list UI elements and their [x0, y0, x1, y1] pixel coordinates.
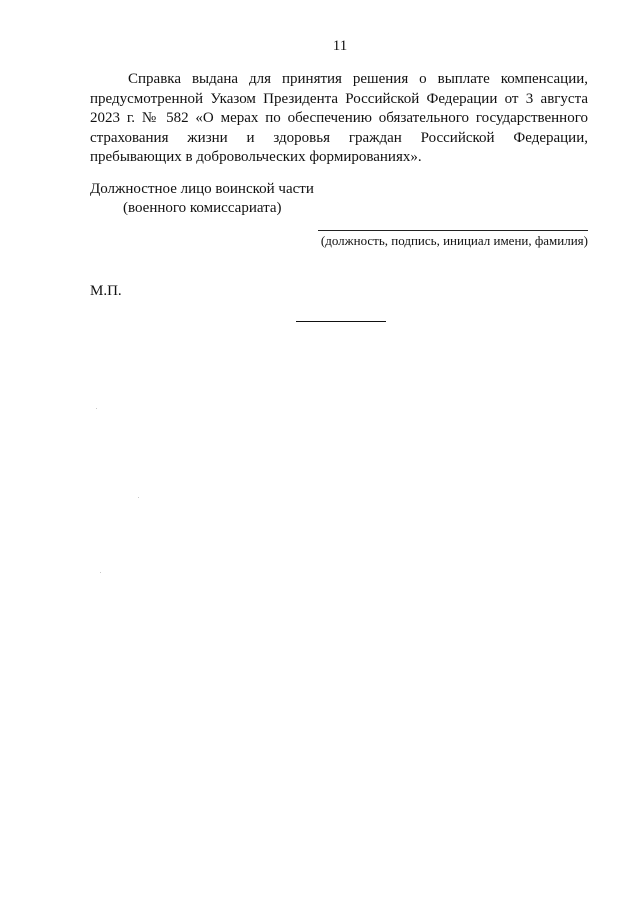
signature-caption: (должность, подпись, инициал имени, фамилия): [320, 233, 588, 248]
signature-line: [318, 230, 588, 231]
stamp-place-label: М.П.: [90, 283, 122, 299]
official-title-line1: Должностное лицо воинской части: [90, 181, 314, 197]
body-paragraph: Справка выдана для принятия решения о выплате компенсации, предусмотренной Указом Президента Российской Федерации от 3 августа 2023 г. № 582 «О мерах по обеспечению обязательного государственного страхования жизни и здоровья граждан Российской Федерации, пребывающих в добровольческих формированиях».: [90, 71, 588, 165]
scan-artifact: [138, 497, 139, 498]
official-title-block: [90, 180, 314, 218]
official-title-line2: (военного комиссариата): [123, 200, 282, 216]
page-number: 11: [332, 38, 348, 54]
end-of-document-rule: [296, 321, 386, 322]
scan-artifact: [100, 572, 101, 573]
scan-artifact: [96, 408, 97, 409]
